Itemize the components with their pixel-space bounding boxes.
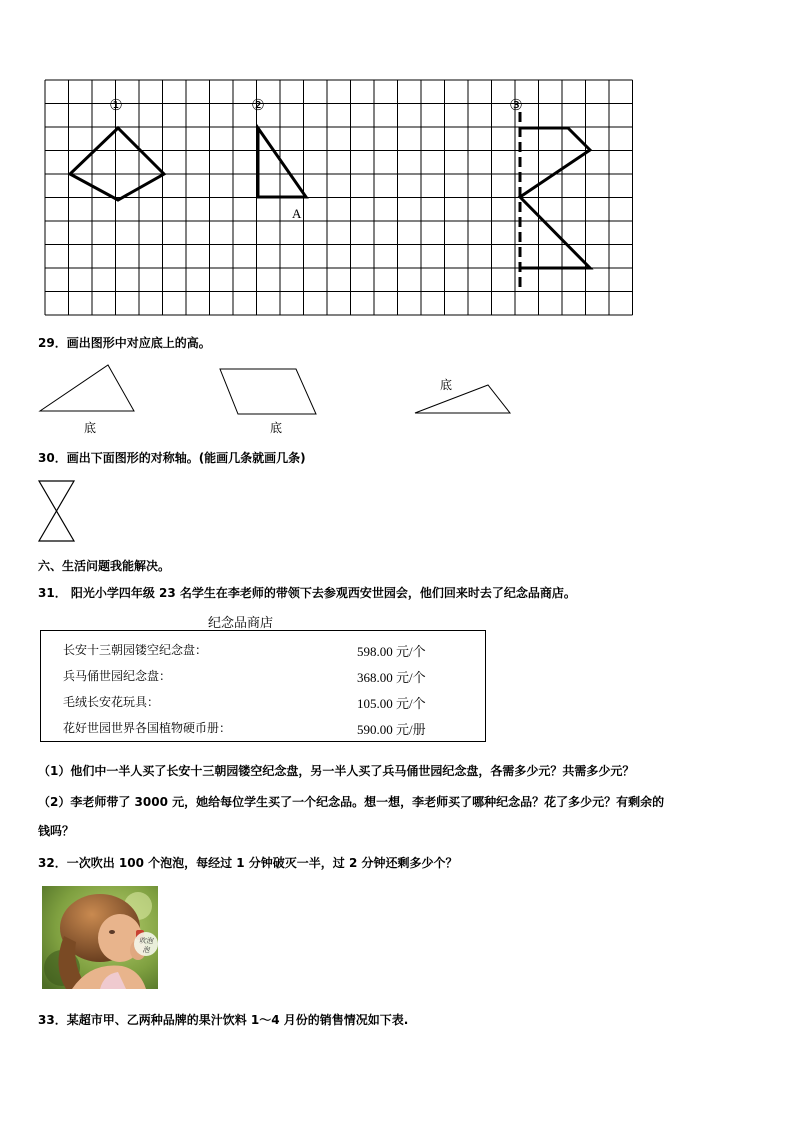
grid-figure [0, 0, 794, 330]
shop-item-price: 368.00 元/个 [357, 670, 426, 685]
q30-text: 30．画出下面图形的对称轴。(能画几条就画几条) [38, 451, 306, 465]
q31-sub1: （1）他们中一半人买了长安十三朝园镂空纪念盘，另一半人买了兵马俑世园纪念盘，各需多少元？共需多少元？ [38, 764, 635, 778]
shop-item-name: 长安十三朝园镂空纪念盘： [63, 643, 208, 657]
shape-1-kite [70, 128, 164, 200]
shop-price-table [40, 630, 486, 742]
q31-text: 31． 阳光小学四年级 23 名学生在李老师的带领下去参观西安世园会，他们回来时去了纪念品商店。 [38, 586, 576, 600]
q32-text: 32．一次吹出 100 个泡泡，每经过 1 分钟破灭一半，过 2 分钟还剩多少个？ [38, 856, 458, 870]
marker-1: ① [109, 96, 123, 114]
q29-figures [0, 355, 794, 440]
shop-item-row [63, 661, 485, 687]
q29-triangle-right [415, 385, 510, 413]
point-label-a: A [292, 206, 302, 221]
q30-figure [36, 478, 78, 544]
shape-2-triangle [258, 128, 306, 197]
shop-item-price: 598.00 元/个 [357, 644, 426, 659]
shop-item-name: 花好世园世界各国植物硬币册： [63, 721, 232, 735]
shop-item-row [63, 713, 485, 739]
marker-2: ② [251, 96, 265, 114]
q33-text: 33．某超市甲、乙两种品牌的果汁饮料 1～4 月份的销售情况如下表. [38, 1013, 409, 1027]
photo-caption-line1: 吹泡 [139, 937, 153, 945]
q29-base-label-3: 底 [440, 378, 453, 392]
q29-base-label-2: 底 [270, 421, 283, 435]
girl-blowing-bubbles-photo [42, 886, 158, 989]
grid-lines [45, 80, 633, 315]
q31-sub2-line2: 钱吗？ [38, 824, 75, 838]
shop-title: 纪念品商店 [208, 616, 274, 631]
q29-parallelogram [220, 369, 316, 414]
shop-item-name: 兵马俑世园纪念盘： [63, 669, 172, 683]
q29-triangle-left [40, 365, 134, 411]
shop-item-price: 105.00 元/个 [357, 696, 426, 711]
marker-3: ③ [509, 96, 523, 114]
photo-caption-line2: 泡 [142, 946, 150, 954]
section6-title: 六、生活问题我能解决。 [38, 559, 171, 573]
shop-item-name: 毛绒长安花玩具： [63, 695, 160, 709]
q31-sub2-line1: （2）李老师带了 3000 元，她给每位学生买了一个纪念品。想一想，李老师买了哪种纪念品？花了多少元？有剩余的 [38, 795, 665, 809]
shop-item-row [63, 635, 485, 661]
q29-text: 29．画出图形中对应底上的高。 [38, 336, 211, 350]
q30-hourglass [39, 481, 74, 541]
q29-base-label-1: 底 [84, 421, 97, 435]
shop-item-price: 590.00 元/册 [357, 722, 426, 737]
shop-item-row [63, 687, 485, 713]
